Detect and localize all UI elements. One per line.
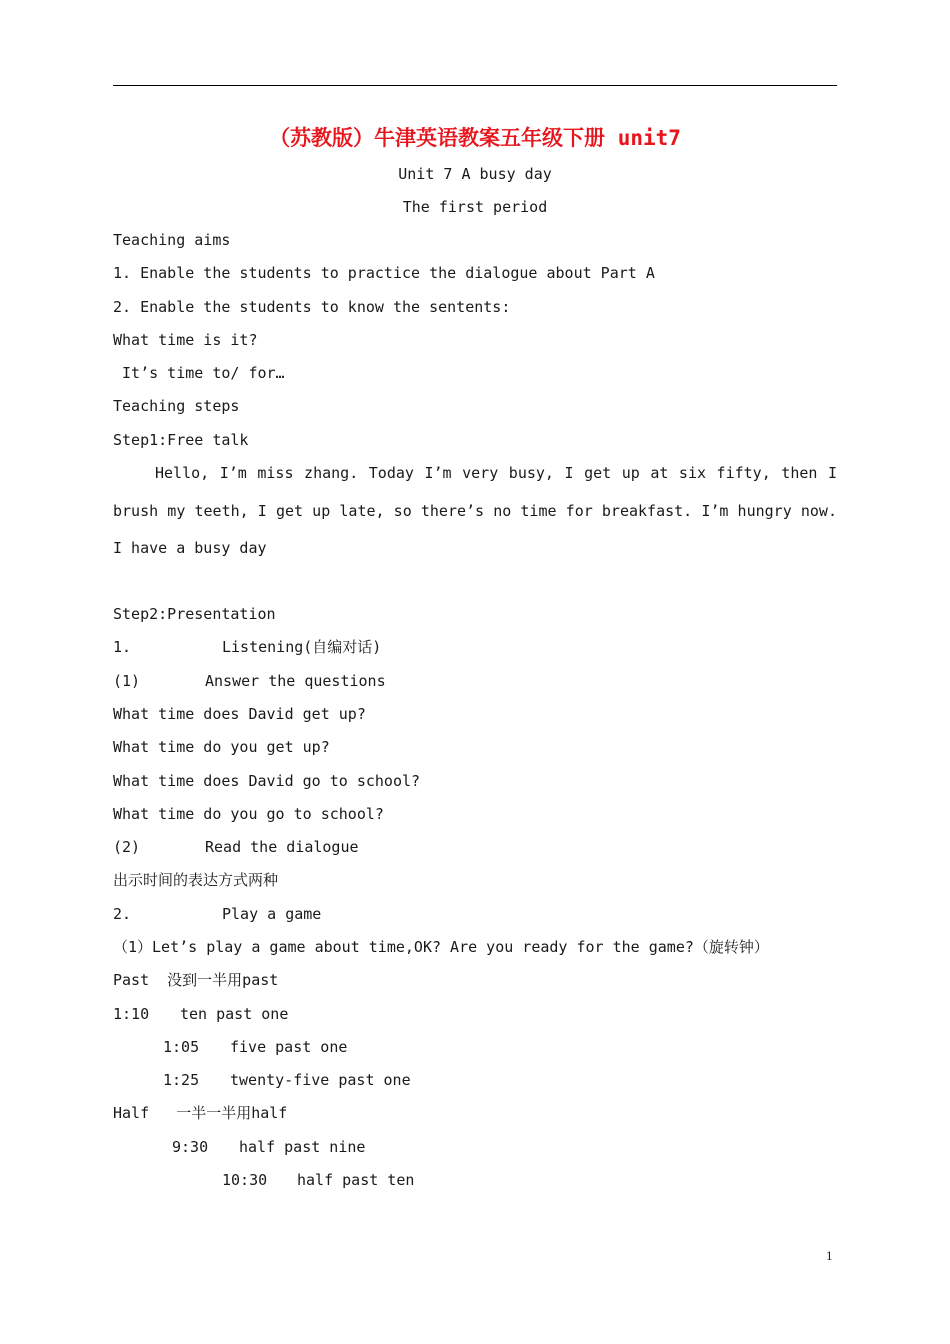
time-expression-note: 出示时间的表达方式两种 [113,871,279,889]
past-rule: Past 没到一半用past [113,971,279,989]
target-sentence: What time is it? [113,331,258,349]
time-words: five past one [230,1038,348,1056]
aims-heading: Teaching aims [113,231,231,249]
time-words: ten past one [180,1005,289,1023]
list-number: (2) [113,838,141,856]
list-number: (1) [113,672,141,690]
question-line: What time do you get up? [113,738,330,756]
question-line: What time does David get up? [113,705,366,723]
time-value: 9:30 [172,1138,209,1156]
page-number: 1 [826,1248,833,1263]
listening-item: Listening(自编对话) [222,638,382,656]
step1-heading: Step1:Free talk [113,431,249,449]
list-number: 1. [113,638,132,656]
header-rule [113,85,837,86]
target-sentence: It’s time to/ for… [113,364,285,382]
step2-heading: Step2:Presentation [113,605,276,623]
game-item: Play a game [222,905,322,923]
steps-heading: Teaching steps [113,397,240,415]
free-talk-paragraph: Hello, I’m miss zhang. Today I’m very busy, I get up at six fifty, then I brush my teeth, I get up late, so there’s no time for breakfast. I’m hungry now. I have a busy day [113,464,837,557]
question-line: What time does David go to school? [113,772,421,790]
period-subtitle: The first period [402,198,548,216]
time-words: half past ten [297,1171,415,1189]
game-intro: （1）Let’s play a game about time,OK? Are you ready for the game?（旋转钟） [113,938,769,956]
time-value: 1:25 [163,1071,200,1089]
time-value: 10:30 [222,1171,268,1189]
aim-item: 1. Enable the students to practice the dialogue about Part A [113,264,655,282]
time-words: twenty-five past one [230,1071,411,1089]
answer-questions-item: Answer the questions [205,672,386,690]
half-rule: Half 一半一半用half [113,1104,288,1122]
time-words: half past nine [239,1138,366,1156]
read-dialogue-item: Read the dialogue [205,838,359,856]
document-title: （苏教版）牛津英语教案五年级下册 unit7 [269,126,681,150]
question-line: What time do you go to school? [113,805,384,823]
unit-subtitle: Unit 7 A busy day [398,165,552,183]
list-number: 2. [113,905,132,923]
time-value: 1:10 [113,1005,150,1023]
aim-item: 2. Enable the students to know the sentents: [113,298,511,316]
time-value: 1:05 [163,1038,200,1056]
